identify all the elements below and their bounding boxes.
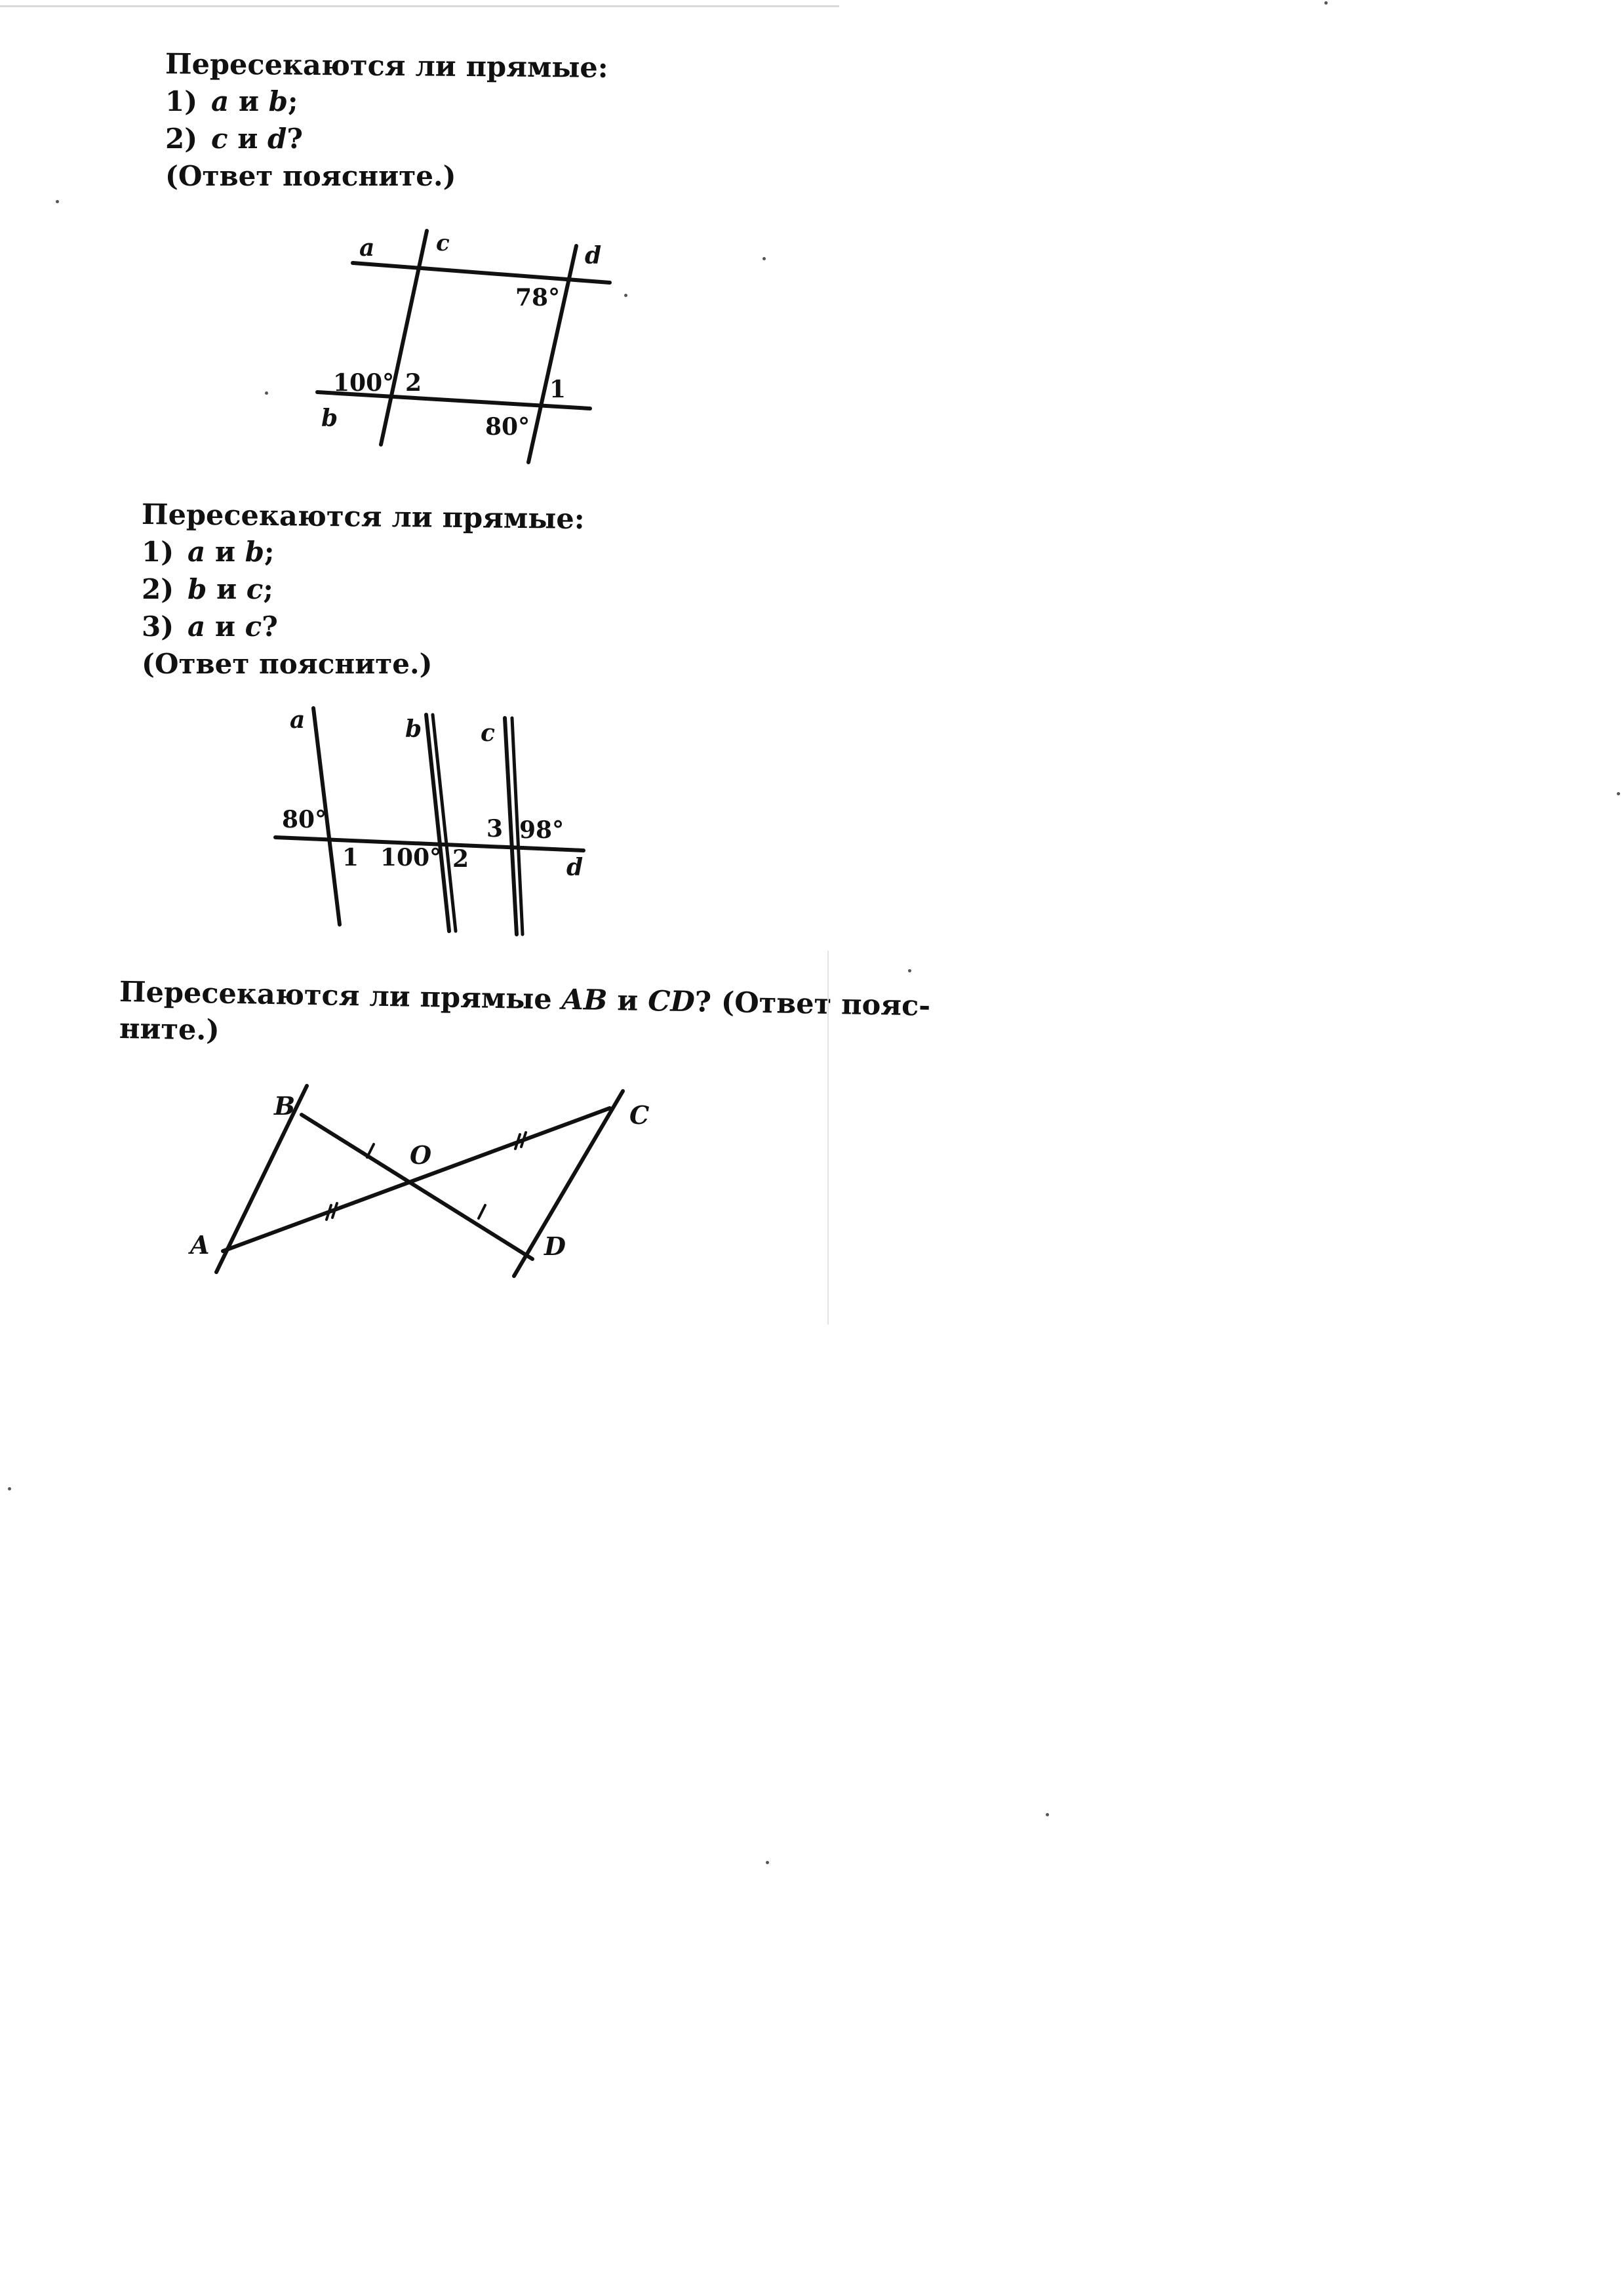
angle-80: 80° (485, 413, 530, 441)
scan-speck (624, 294, 627, 297)
segment-ab: AB (561, 983, 608, 1017)
label-b: b (321, 405, 338, 432)
problem-3-text: Пересекаются ли прямые (119, 976, 563, 1016)
point-o: O (410, 1140, 432, 1170)
segment-cd: CD (647, 985, 696, 1019)
var-b: b (268, 85, 288, 117)
angle-mark-1: 1 (549, 376, 566, 403)
conj: и (216, 573, 237, 605)
angle-mark-1: 1 (342, 844, 359, 871)
problem-2-note: (Ответ поясните.) (142, 648, 433, 680)
segment-cd (514, 1091, 623, 1276)
item-number: 2) (165, 123, 198, 155)
segment-ac (223, 1108, 610, 1251)
var-a: a (188, 536, 206, 568)
item-end: ; (288, 85, 298, 117)
label-c: c (436, 230, 450, 256)
angle-98: 98° (519, 816, 564, 844)
var-b: b (188, 573, 207, 605)
item-end: ; (263, 573, 273, 605)
point-d: D (544, 1231, 566, 1261)
scan-speck (1617, 792, 1620, 795)
scan-speck (8, 1487, 11, 1490)
angle-mark-3: 3 (486, 815, 504, 843)
conj: и (214, 610, 235, 643)
problem-1-note: (Ответ поясните.) (165, 160, 456, 192)
item-end: ? (287, 123, 303, 155)
item-number: 1) (165, 85, 198, 117)
item-end: ; (264, 536, 275, 568)
label-b: b (405, 715, 422, 743)
var-c: c (246, 573, 264, 605)
segment-bd (302, 1115, 532, 1259)
scan-speck (56, 200, 59, 203)
scan-speck (1324, 1, 1328, 5)
problem-1-question: Пересекаются ли прямые: (165, 48, 608, 85)
tick-od (479, 1205, 485, 1218)
point-c: C (629, 1100, 650, 1130)
label-c: c (481, 719, 495, 747)
point-a: A (190, 1230, 210, 1260)
problem-3-text-end: ? (Ответ пояс- (694, 986, 931, 1023)
label-d: d (566, 854, 584, 881)
var-c: c (245, 610, 262, 643)
tick-bo (367, 1144, 374, 1157)
scan-speck (766, 1861, 769, 1864)
scan-speck (908, 969, 911, 972)
conj: и (238, 85, 259, 117)
point-b: B (274, 1091, 296, 1121)
angle-100: 100° (333, 369, 395, 397)
conj: и (606, 984, 648, 1018)
conj: и (237, 123, 258, 155)
var-a: a (188, 610, 206, 643)
angle-mark-2: 2 (452, 845, 469, 873)
item-number: 1) (142, 536, 174, 568)
scan-speck (762, 257, 766, 260)
item-end: ? (262, 610, 278, 643)
problem-2-question: Пересекаются ли прямые: (141, 498, 585, 536)
var-a: a (211, 85, 229, 117)
label-a: a (290, 706, 306, 734)
angle-100: 100° (380, 844, 442, 871)
item-number: 2) (142, 573, 174, 605)
conj: и (214, 536, 235, 568)
scan-speck (265, 391, 268, 395)
label-a: a (359, 234, 375, 262)
var-d: d (267, 123, 287, 155)
figure-3 (0, 0, 721, 1311)
scan-speck (1046, 1813, 1049, 1816)
label-d: d (585, 242, 602, 269)
item-number: 3) (142, 610, 174, 643)
angle-80: 80° (282, 806, 327, 833)
angle-mark-2: 2 (405, 369, 422, 397)
var-c: c (211, 123, 228, 155)
problem-3-line-2: ните.) (119, 1012, 220, 1047)
angle-78: 78° (515, 284, 561, 311)
scan-shadow-line (827, 951, 829, 1325)
var-b: b (245, 536, 264, 568)
